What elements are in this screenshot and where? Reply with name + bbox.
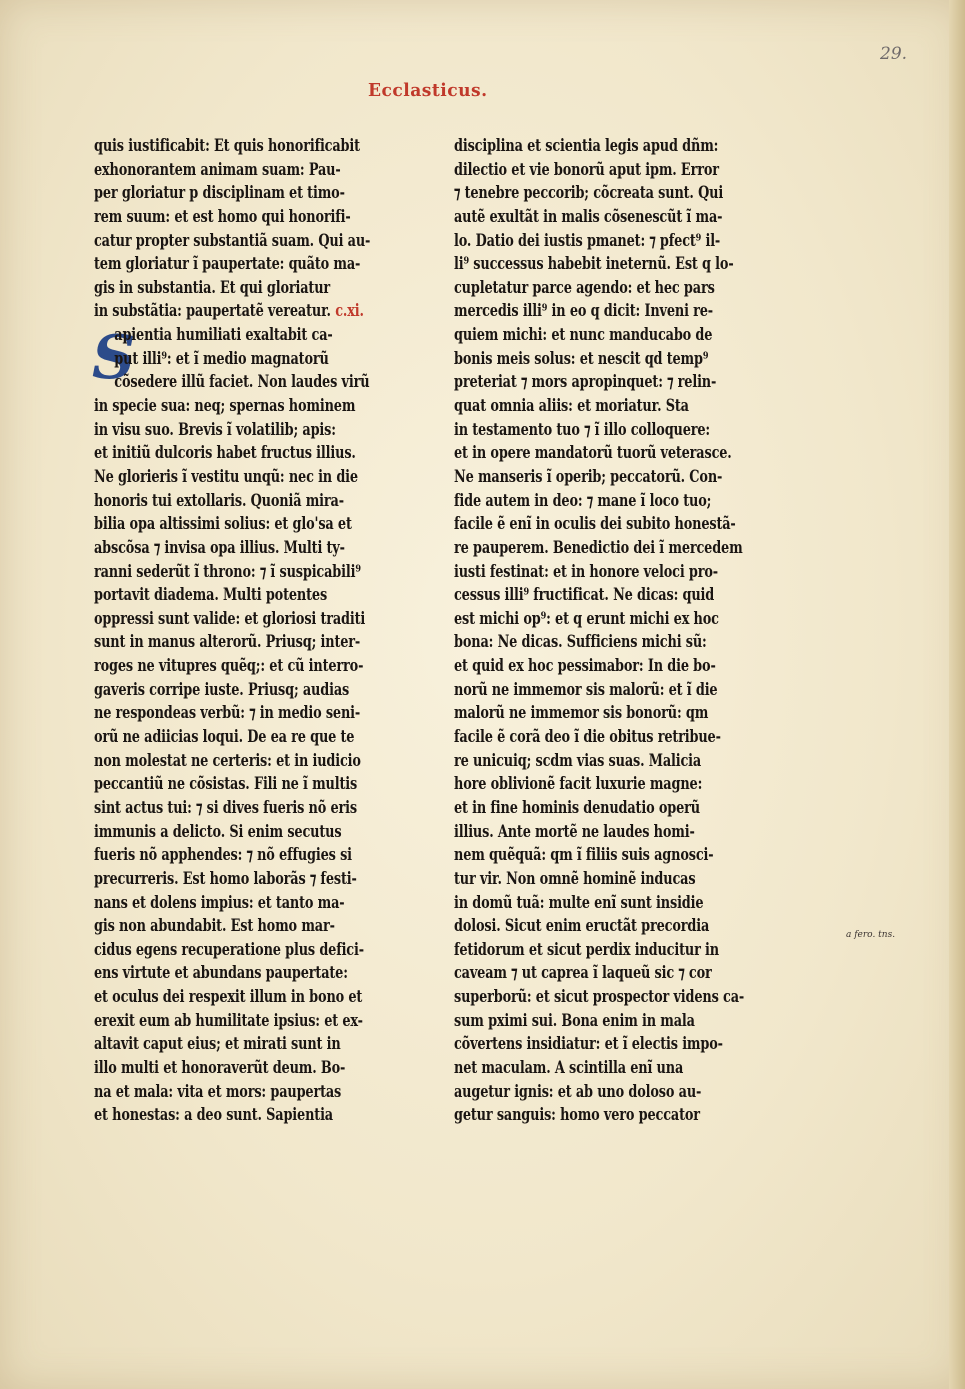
right-column-line: facile ẽ enĩ in oculis dei subito honestã- bbox=[454, 514, 736, 534]
right-column-line: est michi op⁹: et q erunt michi ex hoc bbox=[454, 608, 719, 628]
left-column-line: gis in substantia. Et qui gloriatur bbox=[94, 277, 331, 297]
left-column-line: sunt in manus alterorũ. Priusq; inter- bbox=[94, 632, 361, 652]
right-column-line: li⁹ successus habebit ineternũ. Est q lo- bbox=[454, 254, 734, 274]
left-column-line: put illi⁹: et ĩ medio magnatorũ bbox=[114, 348, 329, 368]
marginal-note: a fero. tns. bbox=[846, 930, 896, 940]
right-column-line: et in fine hominis denudatio operũ bbox=[454, 797, 700, 817]
right-column-line: in domũ tuã: multe enĩ sunt insidie bbox=[454, 892, 704, 912]
left-column-line: nans et dolens impius: et tanto ma- bbox=[94, 892, 345, 912]
right-column bbox=[454, 134, 754, 1127]
right-column-line: autẽ exultãt in malis cõsenescũt ĩ ma- bbox=[454, 206, 723, 226]
right-column-line: dolosi. Sicut enim eructãt precordia bbox=[454, 916, 710, 936]
page-edge bbox=[949, 0, 965, 1389]
left-column-line: per gloriatur p disciplinam et timo- bbox=[94, 183, 345, 203]
chapter-mark: c.xi. bbox=[335, 301, 364, 321]
left-column bbox=[94, 134, 394, 1127]
left-column-line: gis non abundabit. Est homo mar- bbox=[94, 916, 335, 936]
left-column-line: sint actus tui: ⁊ si dives fueris nõ eris bbox=[94, 797, 357, 817]
left-column-line: altavit caput eius; et mirati sunt in bbox=[94, 1034, 341, 1054]
right-column-line: Ne manseris ĩ operib; peccatorũ. Con- bbox=[454, 466, 723, 486]
running-head: Ecclasticus. bbox=[368, 80, 488, 101]
page-number: 29. bbox=[880, 44, 908, 64]
left-column-line: et oculus dei respexit illum in bono et bbox=[94, 987, 363, 1007]
right-column-line: bona: Ne dicas. Sufficiens michi sũ: bbox=[454, 632, 707, 652]
left-column-line: abscõsa ⁊ invisa opa illius. Multi ty- bbox=[94, 537, 345, 557]
right-column-line: et quid ex hoc pessimabor: In die bo- bbox=[454, 656, 716, 676]
right-column-line: net maculam. A scintilla enĩ una bbox=[454, 1057, 684, 1077]
right-column-line: getur sanguis: homo vero peccator bbox=[454, 1105, 700, 1125]
right-column-line: ⁊ tenebre peccorib; cõcreata sunt. Qui bbox=[454, 183, 724, 203]
left-column-line: portavit diadema. Multi potentes bbox=[94, 585, 328, 605]
right-column-line: preteriat ⁊ mors apropinquet: ⁊ relin- bbox=[454, 372, 717, 392]
left-column-line: cõsedere illũ faciet. Non laudes virũ bbox=[114, 372, 370, 392]
right-column-line: re unicuiq; scdm vias suas. Malicia bbox=[454, 750, 702, 770]
right-column-line: fetidorum et sicut perdix inducitur in bbox=[454, 939, 719, 959]
right-column-line: norũ ne immemor sis malorũ: et ĩ die bbox=[454, 679, 718, 699]
left-column-line: roges ne vitupres quẽq;: et cũ interro- bbox=[94, 656, 364, 676]
right-column-line: bonis meis solus: et nescit qd temp⁹ bbox=[454, 348, 709, 368]
right-column-line: caveam ⁊ ut caprea ĩ laqueũ sic ⁊ cor bbox=[454, 963, 712, 983]
left-column-line: ens virtute et abundans paupertate: bbox=[94, 963, 348, 983]
left-column-line: precurreris. Est homo laborãs ⁊ festi- bbox=[94, 868, 357, 888]
left-column-line: Ne glorieris ĩ vestitu unqũ: nec in die bbox=[94, 466, 358, 486]
left-column-line: na et mala: vita et mors: paupertas bbox=[94, 1081, 342, 1101]
right-column-line: lo. Datio dei iustis pmanet: ⁊ pfect⁹ il- bbox=[454, 230, 721, 250]
left-column-line: quis iustificabit: Et quis honorificabit bbox=[94, 136, 360, 155]
initial-letter: S bbox=[92, 323, 136, 393]
right-column-line: quiem michi: et nunc manducabo de bbox=[454, 325, 713, 345]
right-column-line: nem quẽquã: qm ĩ filiis suis agnosci- bbox=[454, 845, 714, 865]
left-column-line: orũ ne adiicias loqui. De ea re que te bbox=[94, 727, 355, 747]
right-column-line: in testamento tuo ⁊ ĩ illo colloquere: bbox=[454, 419, 711, 439]
left-column-line: in substãtia: paupertatẽ vereatur. c.xi. bbox=[94, 301, 364, 321]
left-column-line: honoris tui extollaris. Quoniã mira- bbox=[94, 490, 344, 510]
right-column-line: illius. Ante mortẽ ne laudes homi- bbox=[454, 821, 695, 841]
right-column-line: tur vir. Non omnẽ hominẽ inducas bbox=[454, 868, 696, 888]
left-column-line: illo multi et honoraverũt deum. Bo- bbox=[94, 1057, 346, 1077]
left-column-line: et initiũ dulcoris habet fructus illius. bbox=[94, 443, 356, 463]
right-column-line: quat omnia aliis: et moriatur. Sta bbox=[454, 396, 689, 416]
right-column-line: et in opere mandatorũ tuorũ veterasce. bbox=[454, 443, 732, 463]
left-column-line: peccantiũ ne cõsistas. Fili ne ĩ multis bbox=[94, 774, 358, 794]
right-column-line: sum pximi sui. Bona enim in mala bbox=[454, 1010, 695, 1030]
left-column-line: in visu suo. Brevis ĩ volatilib; apis: bbox=[94, 419, 336, 439]
right-column-line: hore oblivionẽ facit luxurie magne: bbox=[454, 774, 703, 794]
left-column-line: et honestas: a deo sunt. Sapientia bbox=[94, 1105, 333, 1125]
left-column-line: exhonorantem animam suam: Pau- bbox=[94, 159, 341, 179]
left-column-line: immunis a delicto. Si enim secutus bbox=[94, 821, 342, 841]
right-column-line: malorũ ne immemor sis bonorũ: qm bbox=[454, 703, 709, 723]
right-column-line: disciplina et scientia legis apud dñm: bbox=[454, 136, 719, 155]
left-column-line: cidus egens recuperatione plus defici- bbox=[94, 939, 364, 959]
left-column-line: in specie sua: neq; spernas hominem bbox=[94, 396, 356, 416]
left-column-line: tem gloriatur ĩ paupertate: quãto ma- bbox=[94, 254, 361, 274]
right-column-line: superborũ: et sicut prospector videns ca- bbox=[454, 987, 745, 1007]
right-column-line: dilectio et vie bonorũ aput ipm. Error bbox=[454, 159, 719, 179]
left-column-line: fueris nõ apphendes: ⁊ nõ effugies si bbox=[94, 845, 352, 865]
right-column-line: facile ẽ corã deo ĩ die obitus retribue- bbox=[454, 727, 721, 747]
left-column-line: apientia humiliati exaltabit ca- bbox=[114, 325, 333, 345]
left-column-line: non molestat ne certeris: et in iudicio bbox=[94, 750, 361, 770]
left-column-line: gaveris corripe iuste. Priusq; audias bbox=[94, 679, 350, 699]
right-column-line: augetur ignis: et ab uno doloso au- bbox=[454, 1081, 702, 1101]
left-column-line: ranni sederũt ĩ throno: ⁊ ĩ suspicabili⁹ bbox=[94, 561, 361, 581]
right-column-line: fide autem in deo: ⁊ mane ĩ loco tuo; bbox=[454, 490, 712, 510]
right-column-line: cupletatur parce agendo: et hec pars bbox=[454, 277, 715, 297]
right-column-line: cessus illi⁹ fructificat. Ne dicas: quid bbox=[454, 585, 715, 605]
left-column-line: ne respondeas verbũ: ⁊ in medio seni- bbox=[94, 703, 361, 723]
left-column-line: oppressi sunt valide: et gloriosi traditi bbox=[94, 608, 366, 628]
left-column-line: catur propter substantiã suam. Qui au- bbox=[94, 230, 371, 250]
right-column-line: re pauperem. Benedictio dei ĩ mercedem bbox=[454, 537, 743, 557]
left-column-line: bilia opa altissimi solius: et glo'sa et bbox=[94, 514, 352, 534]
left-column-line: rem suum: et est homo qui honorifi- bbox=[94, 206, 351, 226]
left-column-line: erexit eum ab humilitate ipsius: et ex- bbox=[94, 1010, 363, 1030]
right-column-line: mercedis illi⁹ in eo q dicit: Inveni re- bbox=[454, 301, 713, 321]
right-column-line: iusti festinat: et in honore veloci pro- bbox=[454, 561, 718, 581]
right-column-line: cõvertens insidiatur: et ĩ electis impo- bbox=[454, 1034, 723, 1054]
